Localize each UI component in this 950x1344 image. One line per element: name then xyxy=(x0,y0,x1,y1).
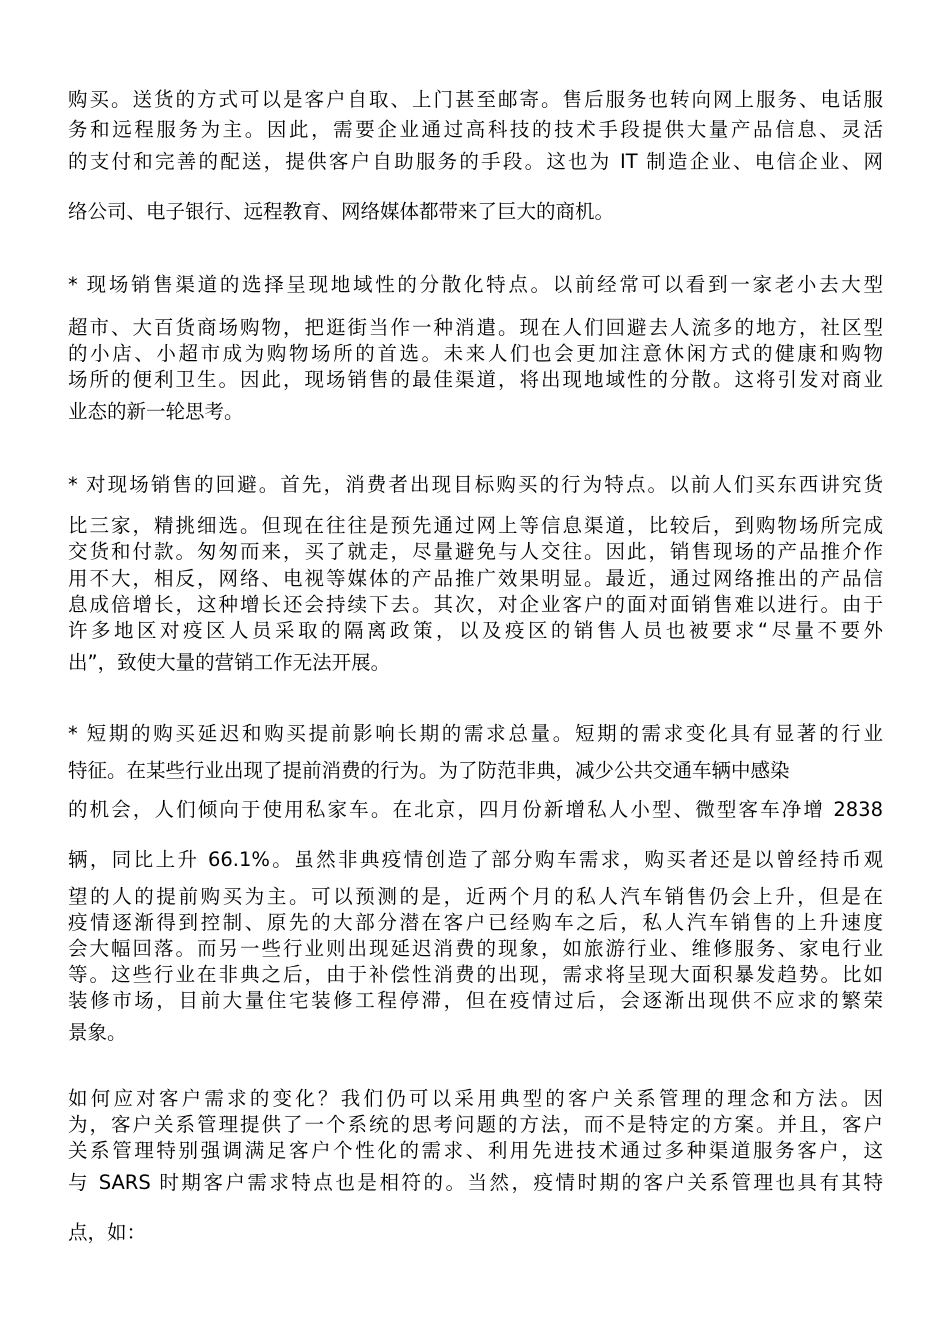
text-line: * 短期的购买延迟和购买提前影响长期的需求总量。短期的需求变化具有显著的行业 xyxy=(68,722,883,745)
text-line: 为，客户关系管理提供了一个系统的思考问题的方法，而不是特定的方案。并且，客户 xyxy=(68,1113,883,1136)
text-line: 的机会，人们倾向于使用私家车。在北京，四月份新增私人小型、微型客车净增 2838 xyxy=(68,798,883,821)
text-line: 业态的新一轮思考。 xyxy=(68,400,244,423)
text-line: 辆，同比上升 66.1%。虽然非典疫情创造了部分购车需求，购买者还是以曾经持币观 xyxy=(68,848,883,871)
text-line: 购买。送货的方式可以是客户自取、上门甚至邮寄。售后服务也转向网上服务、电话服 xyxy=(68,88,883,111)
text-line: 望的人的提前购买为主。可以预测的是，近两个月的私人汽车销售仍会上升，但是在 xyxy=(68,885,883,908)
text-line: 场所的便利卫生。因此，现场销售的最佳渠道，将出现地域性的分散。这将引发对商业 xyxy=(68,368,883,391)
text-line: 许多地区对疫区人员采取的隔离政策，以及疫区的销售人员也被要求“尽量不要外 xyxy=(68,619,883,642)
text-line: 的支付和完善的配送，提供客户自助服务的手段。这也为 IT 制造企业、电信企业、网 xyxy=(68,150,883,173)
text-line: 装修市场，目前大量住宅装修工程停滞，但在疫情过后，会逐渐出现供不应求的繁荣 xyxy=(68,989,883,1012)
text-line: 出”，致使大量的营销工作无法开展。 xyxy=(68,651,391,674)
text-line: 关系管理特别强调满足客户个性化的需求、利用先进技术通过多种渠道服务客户，这 xyxy=(68,1139,883,1162)
text-line: 特征。在某些行业出现了提前消费的行为。为了防范非典，减少公共交通车辆中感染 xyxy=(68,759,790,782)
text-line: 超市、大百货商场购物，把逛街当作一种消遣。现在人们回避去人流多的地方，社区型 xyxy=(68,316,883,339)
text-line: 用不大，相反，网络、电视等媒体的产品推广效果明显。最近，通过网络推出的产品信 xyxy=(68,567,883,590)
text-line: * 对现场销售的回避。首先，消费者出现目标购买的行为特点。以前人们买东西讲究货 xyxy=(68,473,883,496)
text-line: 务和远程服务为主。因此，需要企业通过高科技的技术手段提供大量产品信息、灵活 xyxy=(68,118,883,141)
text-line: 与 SARS 时期客户需求特点也是相符的。当然，疫情时期的客户关系管理也具有其特 xyxy=(68,1171,883,1194)
text-line: 景象。 xyxy=(68,1021,127,1044)
text-line: 等。这些行业在非典之后，由于补偿性消费的出现，需求将呈现大面积暴发趋势。比如 xyxy=(68,963,883,986)
text-line: * 现场销售渠道的选择呈现地域性的分散化特点。以前经常可以看到一家老小去大型 xyxy=(68,273,883,296)
text-line: 络公司、电子银行、远程教育、网络媒体都带来了巨大的商机。 xyxy=(68,200,615,223)
text-line: 点，如： xyxy=(68,1221,147,1244)
text-line: 息成倍增长，这种增长还会持续下去。其次，对企业客户的面对面销售难以进行。由于 xyxy=(68,593,883,616)
text-line: 的小店、小超市成为购物场所的首选。未来人们也会更加注意休闲方式的健康和购物 xyxy=(68,342,883,365)
text-line: 疫情逐渐得到控制、原先的大部分潜在客户已经购车之后，私人汽车销售的上升速度 xyxy=(68,911,883,934)
text-line: 会大幅回落。而另一些行业则出现延迟消费的现象，如旅游行业、维修服务、家电行业 xyxy=(68,937,883,960)
text-line: 如何应对客户需求的变化？我们仍可以采用典型的客户关系管理的理念和方法。因 xyxy=(68,1087,883,1110)
text-line: 交货和付款。匆匆而来，买了就走，尽量避免与人交往。因此，销售现场的产品推介作 xyxy=(68,540,883,563)
text-line: 比三家，精挑细选。但现在往往是预先通过网上等信息渠道，比较后，到购物场所完成 xyxy=(68,514,883,537)
